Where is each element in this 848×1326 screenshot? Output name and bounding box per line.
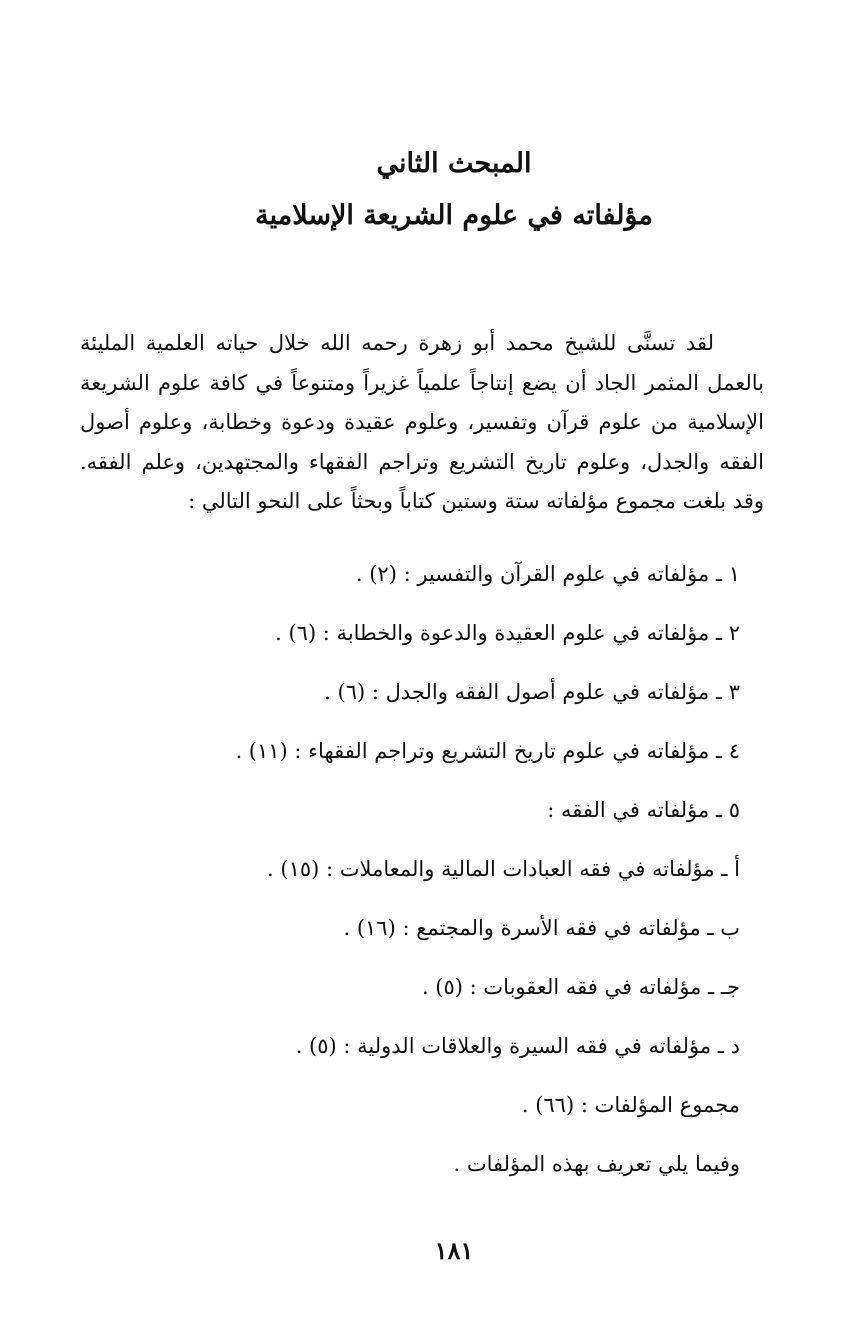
intro-paragraph xyxy=(80,324,764,522)
list-item: أ ـ مؤلفاته في فقه العبادات المالية والمعاملات : (١٥) . xyxy=(267,857,740,881)
list-item: ٢ ـ مؤلفاته في علوم العقيدة والدعوة والخطابة : (٦) . xyxy=(275,621,740,645)
list-item: ٤ ـ مؤلفاته في علوم تاريخ التشريع وتراجم الفقهاء : (١١) . xyxy=(235,739,740,763)
list-item: ب ـ مؤلفاته في فقه الأسرة والمجتمع : (١٦) . xyxy=(343,916,740,940)
list-item: ١ ـ مؤلفاته في علوم القرآن والتفسير : (٢) . xyxy=(355,562,740,586)
list-item: ٣ ـ مؤلفاته في علوم أصول الفقه والجدل : (٦) . xyxy=(324,680,740,704)
intro-text: لقد تسنَّى للشيخ محمد أبو زهرة رحمه الله خلال حياته العلمية المليئة بالعمل المثمر الجاد أن يضع إنتاجاً علمياً غزيراً ومتنوعاً في كافة علوم الشريعة الإسلامية من علوم قرآن وتفسير، وعلوم عقيدة ودعوة وخطابة، وعلوم أصول الفقه والجدل، وعلوم تاريخ التشريع وتراجم الفقهاء والمجتهدين، وعلم الفقه. وقد بلغت مجموع مؤلفاته ستة وستين كتاباً وبحثاً على النحو التالي : xyxy=(80,331,764,513)
works-list xyxy=(120,545,740,1194)
list-item: جـ ـ مؤلفاته في فقه العقوبات : (٥) . xyxy=(421,975,740,999)
list-item-closing: وفيما يلي تعريف بهذه المؤلفات . xyxy=(453,1152,740,1176)
page-number: ١٨١ xyxy=(434,1236,474,1265)
section-subtitle: مؤلفاته في علوم الشريعة الإسلامية xyxy=(255,200,653,231)
section-title: المبحث الثاني xyxy=(376,148,532,179)
list-item-total: مجموع المؤلفات : (٦٦) . xyxy=(521,1093,740,1117)
list-item: د ـ مؤلفاته في فقه السيرة والعلاقات الدولية : (٥) . xyxy=(295,1034,740,1058)
list-item: ٥ ـ مؤلفاته في الفقه : xyxy=(547,798,740,822)
